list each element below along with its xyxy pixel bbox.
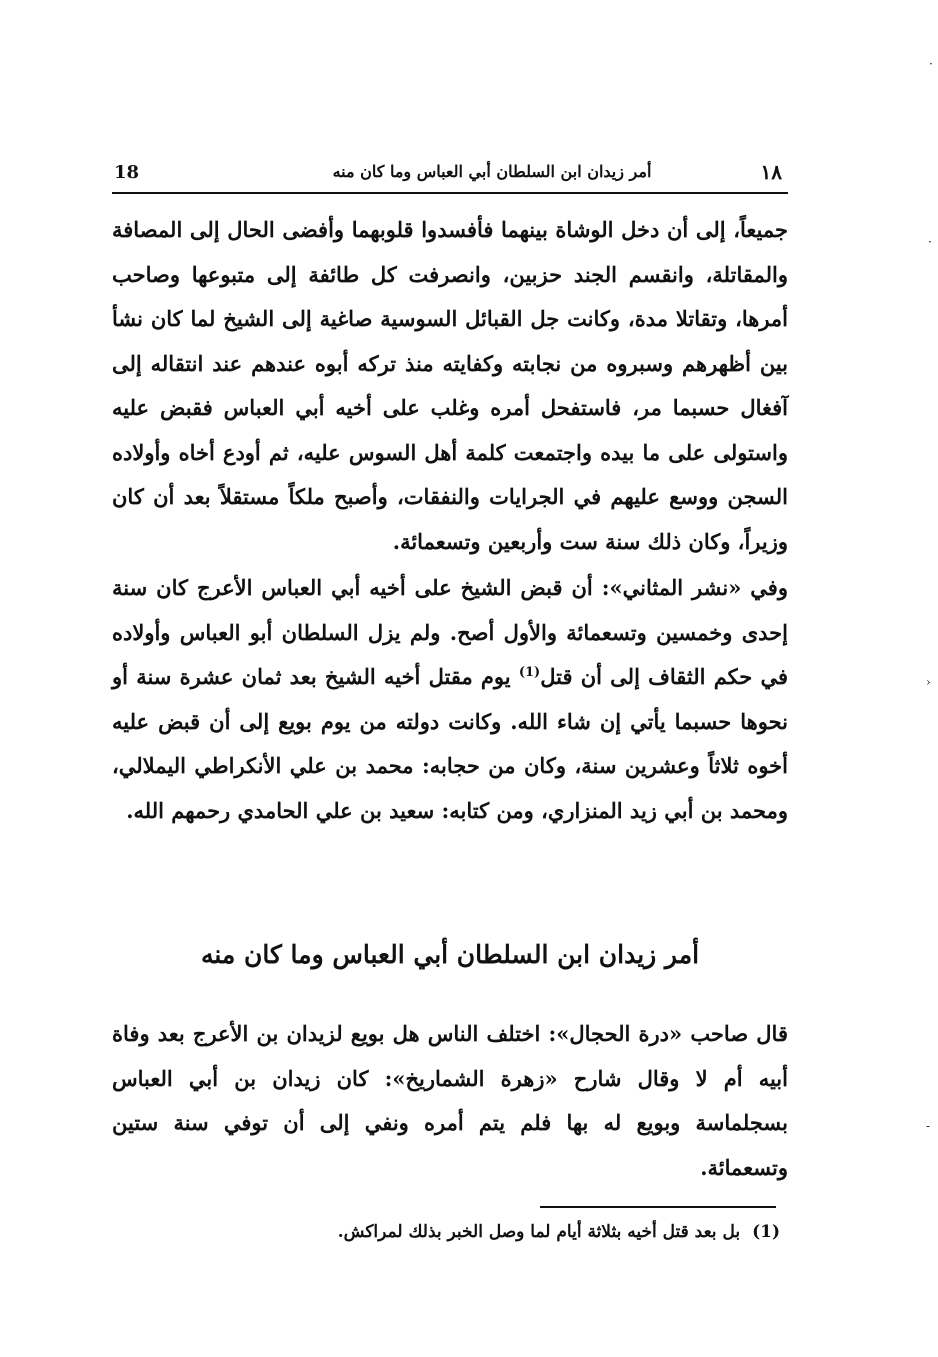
page-number-arabic: ١٨: [760, 160, 782, 184]
scan-speck-mark: ·: [928, 235, 932, 249]
footnote-mark: (1): [752, 1222, 780, 1242]
footnote-separator: [540, 1206, 776, 1208]
paragraph-2-part-2: يوم مقتل أخيه الشيخ بعد ثمان عشرة سنة أو نحوها حسبما يأتي إن شاء الله. وكانت دولته من يوم بويع إلى أن قبض عليه أخوه ثلاثاً وعشرين سنة، وكان من حجابه: محمد بن علي الأنكراطي اليملالي، ومحمد بن أبي زيد المنزاري، ومن كتابه: سعيد بن علي الحامدي رحمهم الله.: [112, 664, 788, 823]
paragraph-1: جميعاً، إلى أن دخل الوشاة بينهما فأفسدوا قلوبهما وأفضى الحال إلى المصافة والمقاتلة، وانقسم الجند حزبين، وانصرفت كل طائفة إلى متبوعها وصاحب أمرها، وتقاتلا مدة، وكانت جل القبائل السوسية صاغية إلى الشيخ لما كان نشأ بين أظهرهم وسبروه من نجابته وكفايته منذ تركه أبوه عندهم عند انتقاله إلى آفغال حسبما مر، فاستفحل أمره وغلب على أخيه أبي العباس فقبض عليه واستولى على ما بيده واجتمعت كلمة أهل السوس عليه، ثم أودع أخاه وأولاده السجن ووسع عليهم في الجرايات والنفقات، وأصبح ملكاً مستقلاً بعد أن كان وزيراً، وكان ذلك سنة ست وأربعين وتسعمائة.: [112, 217, 788, 554]
page-number-latin: 18: [114, 162, 140, 183]
paragraph-2: [112, 566, 788, 833]
footnote-reference: (1): [518, 665, 541, 680]
footnote: [112, 1222, 780, 1242]
section-heading: أمر زيدان ابن السلطان أبي العباس وما كان منه: [200, 940, 700, 969]
scan-speck-mark: ·: [929, 57, 933, 71]
paragraph-3: قال صاحب «درة الحجال»: اختلف الناس هل بويع لزيدان بن الأعرج بعد وفاة أبيه أم لا وقال شارح «زهرة الشماريخ»: كان زيدان بن أبي العباس بسجلماسة وبويع له بها فلم يتم أمره ونفي إلى أن توفي سنة ستين وتسعمائة.: [112, 1021, 788, 1180]
scan-speck-mark: ›: [926, 675, 931, 689]
running-title: أمر زيدان ابن السلطان أبي العباس وما كان منه: [332, 162, 652, 181]
scan-speck-mark: -: [926, 1119, 931, 1133]
page-header: [112, 158, 788, 194]
paragraph-2-part-1: وفي «نشر المثاني»: أن قبض الشيخ على أخيه أبي العباس الأعرج كان سنة إحدى وخمسين وتسعمائة والأول أصح. ولم يزل السلطان أبو العباس وأولاده في حكم الثقاف إلى أن قتل: [112, 575, 789, 689]
footnote-text: بل بعد قتل أخيه بثلاثة أيام لما وصل الخبر بذلك لمراكش.: [337, 1222, 741, 1242]
